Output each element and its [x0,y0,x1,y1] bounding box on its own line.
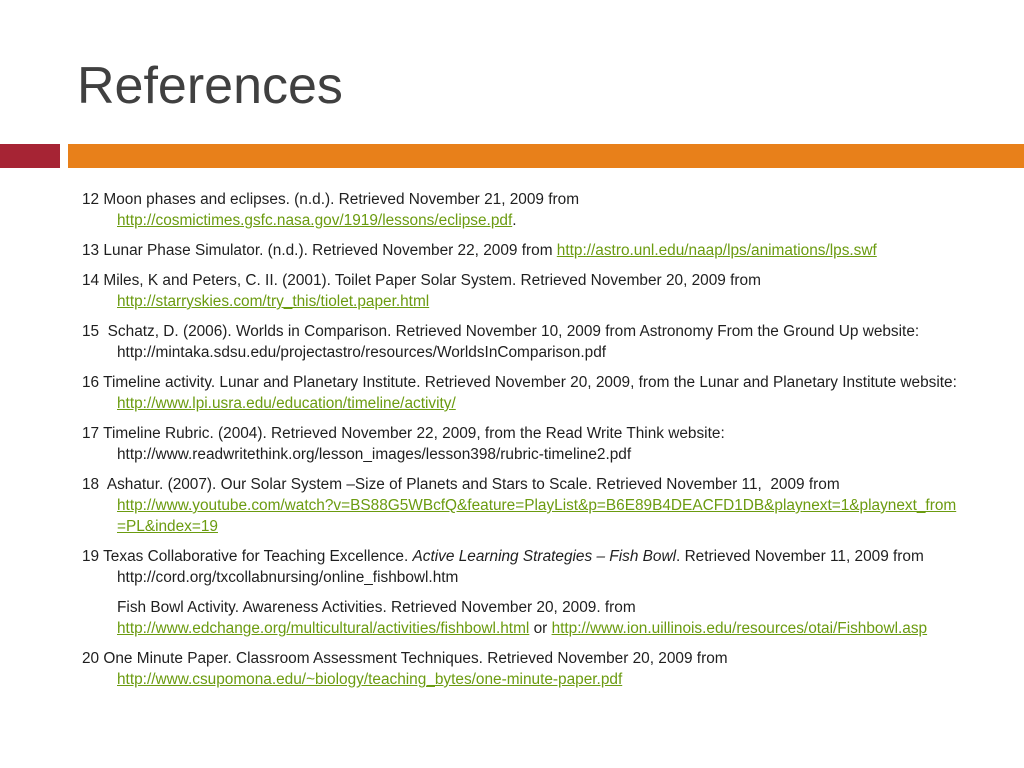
reference-item [82,372,1012,414]
reference-url-text: http://www.readwritethink.org/lesson_images/lesson398/rubric-timeline2.pdf [117,446,632,463]
reference-link[interactable]: =PL&index=19 [117,518,218,535]
reference-item [82,321,1012,363]
reference-citation: 17 Timeline Rubric. (2004). Retrieved November 22, 2009, from the Read Write Think website: [82,425,725,442]
reference-citation: 12 Moon phases and eclipses. (n.d.). Retrieved November 21, 2009 from [82,191,580,208]
reference-item [82,240,1012,261]
reference-line [82,372,1012,393]
reference-citation: 19 Texas Collaborative for Teaching Excellence. [82,548,413,565]
reference-link[interactable]: http://astro.unl.edu/naap/lps/animations/lps.swf [556,242,877,259]
reference-line [82,648,1012,669]
reference-line [82,321,1012,342]
reference-line [82,597,1012,618]
reference-line [82,618,1012,639]
reference-additional-source [82,597,1012,639]
reference-citation: 14 Miles, K and Peters, C. II. (2001). Toilet Paper Solar System. Retrieved November 20, 2009 from [82,272,761,289]
reference-link-separator: or [529,620,552,637]
accent-bar-orange [68,144,1024,168]
accent-bar-red [0,144,60,168]
reference-citation: 13 Lunar Phase Simulator. (n.d.). Retrieved November 22, 2009 from [82,242,557,259]
reference-link[interactable]: http://www.csupomona.edu/~biology/teaching_bytes/one-minute-paper.pdf [117,671,623,688]
reference-link[interactable]: http://starryskies.com/try_this/tiolet.paper.html [117,293,430,310]
reference-line [82,567,1012,588]
reference-line [82,291,1012,312]
reference-link[interactable]: http://cosmictimes.gsfc.nasa.gov/1919/lessons/eclipse.pdf [117,212,513,229]
reference-citation: Fish Bowl Activity. Awareness Activities. Retrieved November 20, 2009. from [117,599,636,616]
reference-item [82,474,1012,537]
reference-line [82,393,1012,414]
reference-line [82,189,1012,210]
reference-url-text: http://mintaka.sdsu.edu/projectastro/resources/WorldsInComparison.pdf [117,344,607,361]
reference-citation: . Retrieved November 11, 2009 from [676,548,924,565]
reference-citation: 16 Timeline activity. Lunar and Planetary Institute. Retrieved November 20, 2009, from the Lunar and Planetary Institute website: [82,374,957,391]
reference-punctuation: . [512,212,517,229]
reference-line [82,546,1012,567]
reference-line [82,516,1012,537]
reference-citation: 20 One Minute Paper. Classroom Assessment Techniques. Retrieved November 20, 2009 from [82,650,728,667]
reference-line [82,210,1012,231]
reference-line [82,342,1012,363]
reference-link[interactable]: http://www.edchange.org/multicultural/activities/fishbowl.html [117,620,530,637]
reference-link[interactable]: http://www.ion.uillinois.edu/resources/otai/Fishbowl.asp [551,620,928,637]
reference-link[interactable]: http://www.youtube.com/watch?v=BS88G5WBcfQ&feature=PlayList&p=B6E89B4DEACFD1DB&playnext=1&playnext_from [117,497,957,514]
reference-citation: 18 Ashatur. (2007). Our Solar System –Size of Planets and Stars to Scale. Retrieved November 11, 2009 from [82,476,840,493]
reference-citation: 15 Schatz, D. (2006). Worlds in Comparison. Retrieved November 10, 2009 from Astronomy From the Ground Up website: [82,323,920,340]
reference-line [82,240,1012,261]
reference-work-title: Active Learning Strategies – Fish Bowl [412,548,677,565]
reference-line [82,474,1012,495]
slide-title: References [77,57,343,115]
reference-line [82,423,1012,444]
reference-item [82,270,1012,312]
reference-url-text: http://cord.org/txcollabnursing/online_fishbowl.htm [117,569,459,586]
reference-line [82,444,1012,465]
reference-item [82,423,1012,465]
reference-line [82,270,1012,291]
reference-item [82,648,1012,690]
reference-line [82,669,1012,690]
reference-link[interactable]: http://www.lpi.usra.edu/education/timeline/activity/ [117,395,456,412]
reference-item [82,546,1012,588]
references-list [82,189,1012,699]
reference-item [82,189,1012,231]
reference-line [82,495,1012,516]
